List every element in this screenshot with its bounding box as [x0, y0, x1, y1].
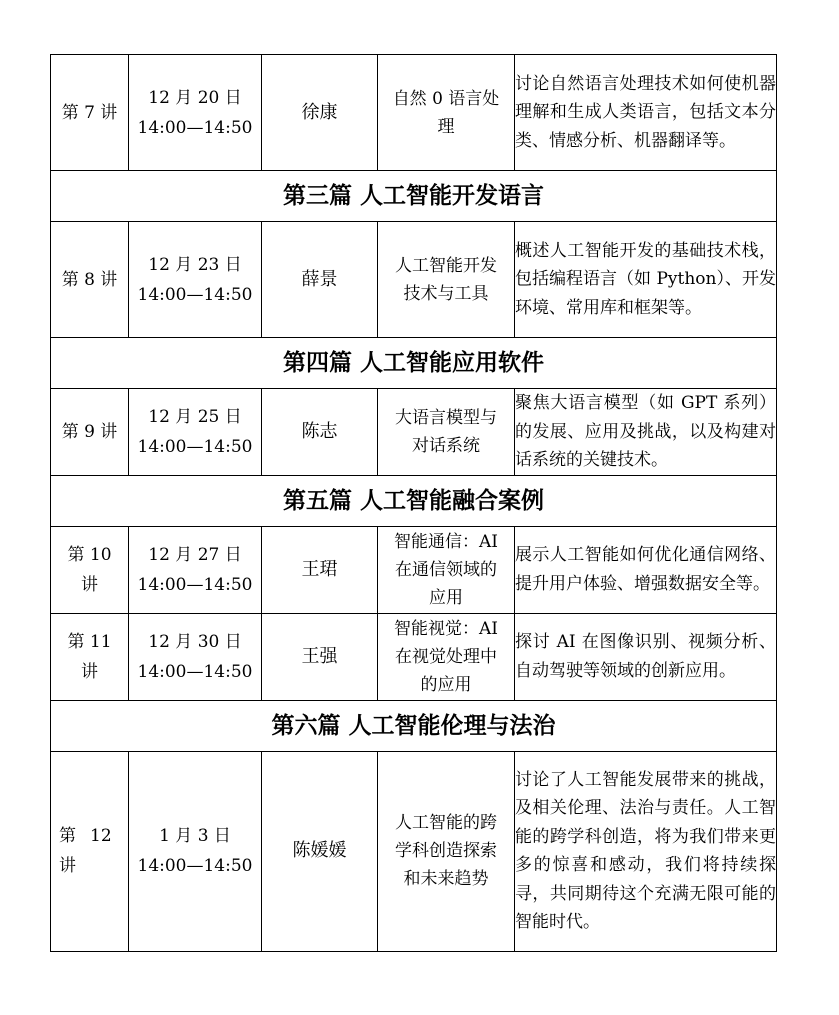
- topic-line: 技术与工具: [403, 283, 489, 304]
- topic-line: 应用: [429, 587, 463, 608]
- lecture-description: 概述人工智能开发的基础技术栈，包括编程语言（如 Python）、开发环境、常用库和框架等。: [515, 222, 777, 338]
- lecture-number: 第 7 讲: [51, 55, 129, 171]
- lecture-date: 1 月 3 日: [159, 826, 231, 846]
- section-row: [51, 475, 777, 526]
- speaker-name: 陈媛媛: [262, 751, 378, 951]
- lecture-date: 12 月 23 日: [148, 254, 242, 275]
- speaker-name: 徐康: [262, 55, 378, 171]
- topic-line: 在通信领域的: [395, 559, 497, 580]
- lecture-time: 14:00—14:50: [137, 436, 253, 457]
- topic-line: 智能通信：AI: [394, 531, 498, 552]
- topic-line: 人工智能的跨: [395, 813, 497, 833]
- section-row: [51, 338, 777, 389]
- speaker-name: 王强: [262, 613, 378, 700]
- lecture-datetime: [129, 613, 262, 700]
- topic-line: 大语言模型与: [395, 407, 497, 428]
- speaker-name: 薛景: [262, 222, 378, 338]
- lecture-description: 讨论自然语言处理技术如何使机器理解和生成人类语言，包括文本分类、情感分析、机器翻译等。: [515, 55, 777, 171]
- topic-line: 对话系统: [412, 435, 480, 456]
- lecture-date: 12 月 25 日: [148, 406, 242, 427]
- lecture-topic: [378, 751, 515, 951]
- lecture-time: 14:00—14:50: [137, 574, 253, 595]
- lecture-number: 第 9 讲: [51, 389, 129, 476]
- schedule-table: [50, 54, 777, 952]
- lecture-number: 第 12 讲: [51, 751, 129, 951]
- topic-line: 在视觉处理中: [395, 646, 497, 667]
- lecture-number: 第 10 讲: [51, 526, 129, 613]
- lecture-description: 展示人工智能如何优化通信网络、提升用户体验、增强数据安全等。: [515, 526, 777, 613]
- topic-line: 智能视觉：AI: [394, 618, 498, 639]
- lecture-topic: [378, 613, 515, 700]
- lecture-number: 第 11 讲: [51, 613, 129, 700]
- lecture-datetime: [129, 55, 262, 171]
- lecture-time: 14:00—14:50: [137, 117, 253, 138]
- lecture-time: 14:00—14:50: [137, 661, 253, 682]
- lecture-time: 14:00—14:50: [137, 856, 253, 876]
- section-row: [51, 700, 777, 751]
- lecture-topic: [378, 526, 515, 613]
- table-row: [51, 222, 777, 338]
- lecture-topic: [378, 389, 515, 476]
- speaker-name: 王珺: [262, 526, 378, 613]
- section-title: 第三篇 人工智能开发语言: [51, 171, 777, 222]
- lecture-datetime: [129, 526, 262, 613]
- table-row: [51, 55, 777, 171]
- lecture-number: 第 8 讲: [51, 222, 129, 338]
- topic-line: 理: [437, 116, 455, 137]
- topic-line: 学科创造探索: [395, 841, 497, 861]
- table-row: [51, 526, 777, 613]
- lecture-date: 12 月 20 日: [148, 87, 242, 108]
- speaker-name: 陈志: [262, 389, 378, 476]
- table-row: [51, 389, 777, 476]
- lecture-description: 聚焦大语言模型（如 GPT 系列）的发展、应用及挑战，以及构建对话系统的关键技术。: [515, 389, 777, 476]
- section-title: 第五篇 人工智能融合案例: [51, 475, 777, 526]
- lecture-description: 讨论了人工智能发展带来的挑战，及相关伦理、法治与责任。人工智能的跨学科创造，将为我们带来更多的惊喜和感动，我们将持续探寻，共同期待这个充满无限可能的智能时代。: [515, 751, 777, 951]
- topic-line: 人工智能开发: [395, 255, 497, 276]
- section-title: 第四篇 人工智能应用软件: [51, 338, 777, 389]
- topic-line: 的应用: [420, 674, 472, 695]
- lecture-time: 14:00—14:50: [137, 284, 253, 305]
- section-title: 第六篇 人工智能伦理与法治: [51, 700, 777, 751]
- topic-line: 自然 0 语言处: [392, 88, 500, 109]
- table-row: [51, 613, 777, 700]
- table-row: [51, 751, 777, 951]
- lecture-date: 12 月 30 日: [148, 631, 242, 652]
- lecture-date: 12 月 27 日: [148, 544, 242, 565]
- section-row: [51, 171, 777, 222]
- lecture-datetime: [129, 389, 262, 476]
- lecture-datetime: [129, 751, 262, 951]
- topic-line: 和未来趋势: [403, 869, 489, 889]
- lecture-topic: [378, 222, 515, 338]
- lecture-datetime: [129, 222, 262, 338]
- lecture-topic: [378, 55, 515, 171]
- lecture-description: 探讨 AI 在图像识别、视频分析、自动驾驶等领域的创新应用。: [515, 613, 777, 700]
